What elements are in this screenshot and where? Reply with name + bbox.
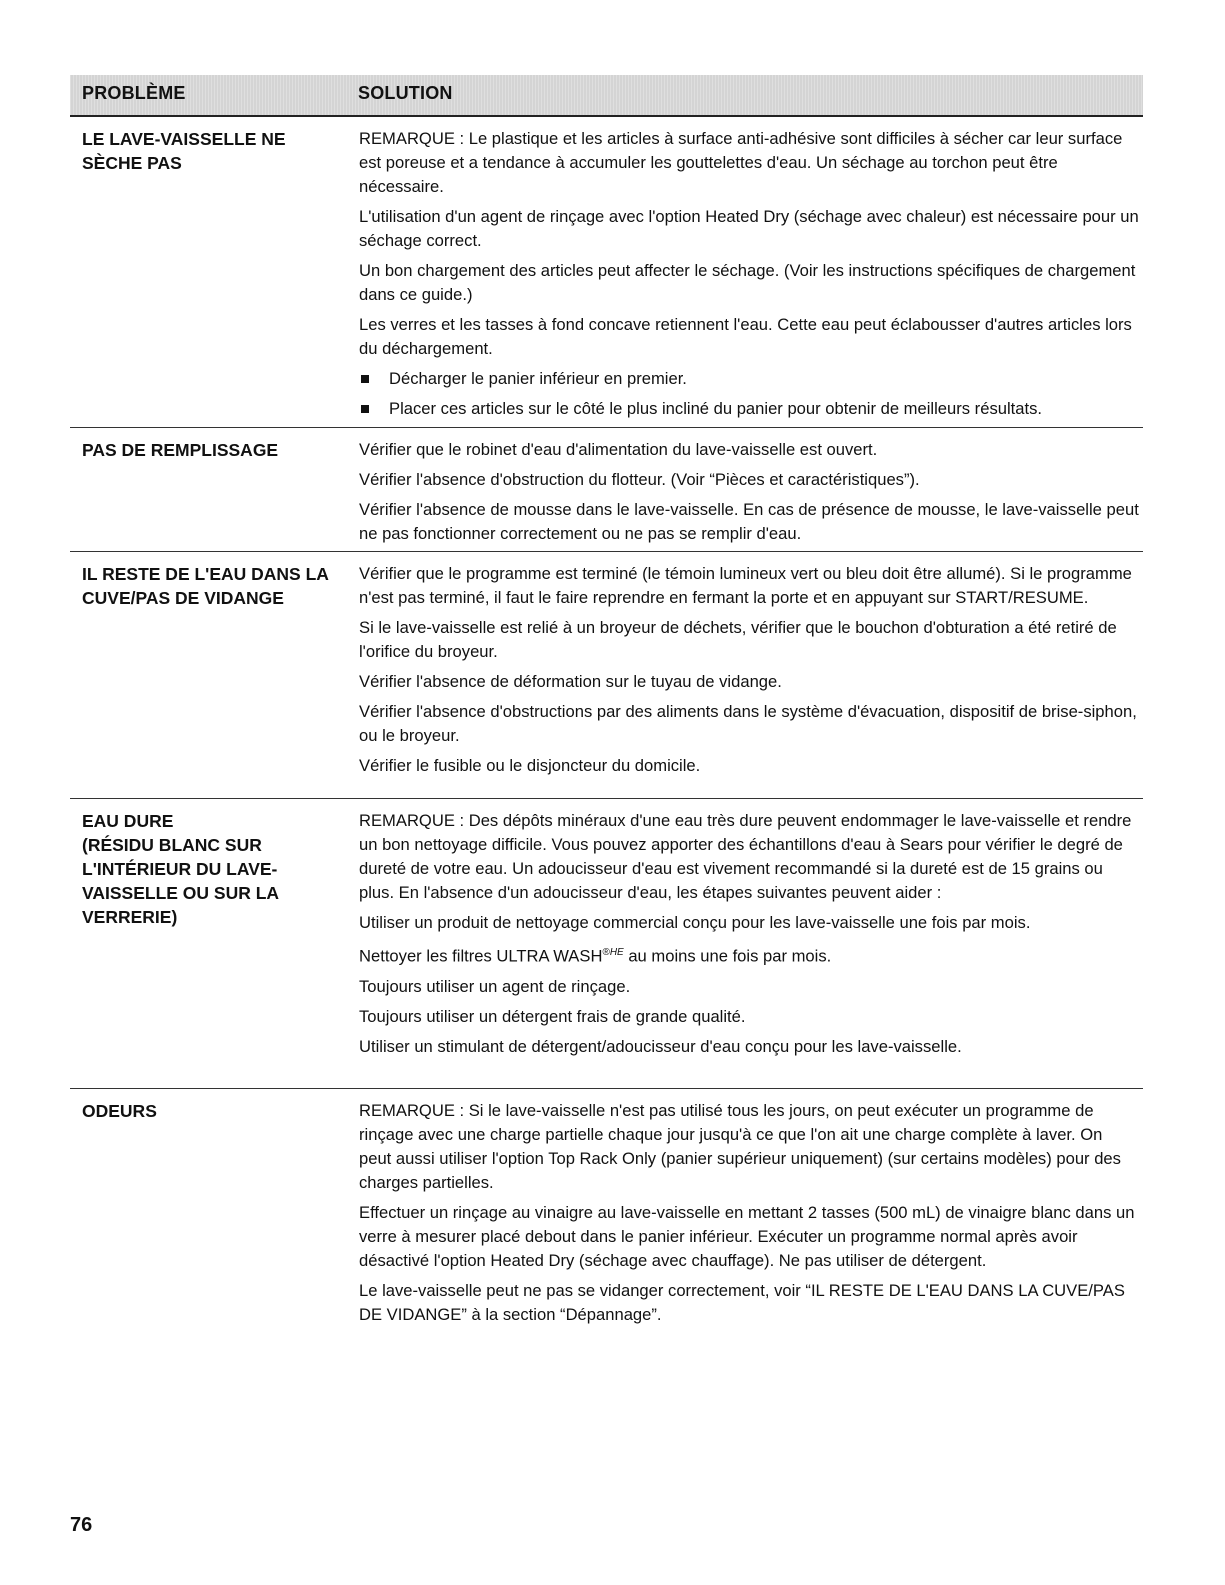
problem-line: VAISSELLE OU SUR LA — [82, 883, 280, 903]
solution-paragraph: Utiliser un stimulant de détergent/adoucisseur d'eau conçu pour les lave-vaisselle. — [359, 1036, 962, 1056]
solution-cell — [359, 438, 1139, 552]
problem-line: L'INTÉRIEUR DU LAVE- — [82, 859, 278, 879]
problem-line: IL RESTE DE L'EAU DANS LA — [82, 564, 329, 584]
ultra-wash-text-after: au moins une fois par mois. — [623, 946, 832, 966]
problem-line: PAS DE REMPLISSAGE — [82, 440, 279, 460]
problem-line: VERRERIE) — [82, 907, 178, 927]
page-number: 76 — [70, 1514, 93, 1536]
problem-line: ODEURS — [82, 1101, 157, 1121]
solution-paragraph: Vérifier le fusible ou le disjoncteur du domicile. — [359, 756, 701, 775]
solution-paragraph: Toujours utiliser un agent de rinçage. — [359, 976, 631, 996]
list-item — [359, 397, 1139, 421]
solution-paragraph — [359, 941, 1139, 969]
problem-cell — [82, 438, 344, 462]
solution-paragraph: REMARQUE : Le plastique et les articles à surface anti-adhésive sont difficiles à sécher car leur surface est poreuse et a tendance à accumuler les gouttelettes d'eau. Un séchage au torchon peut être nécessaire. — [359, 129, 1123, 196]
solution-paragraph: Si le lave-vaisselle est relié à un broyeur de déchets, vérifier que le bouchon d'obturation a été retiré de l'orifice du broyeur. — [359, 618, 1117, 661]
ultra-wash-text: Nettoyer les filtres ULTRA WASH — [359, 946, 603, 966]
solution-paragraph: Vérifier que le programme est terminé (le témoin lumineux vert ou bleu doit être allumé). Si le programme n'est pas terminé, il faut le faire reprendre en fermant la porte et en appuyant sur START/RESUME. — [359, 564, 1132, 607]
solution-paragraph: REMARQUE : Si le lave-vaisselle n'est pas utilisé tous les jours, on peut exécuter un programme de rinçage avec une charge partielle chaque jour jusqu'à ce que l'on ait une charge complète à laver. On peut aussi utiliser l'option Top Rack Only (panier supérieur uniquement) (sur certains modèles) pour des charges partielles. — [359, 1101, 1121, 1192]
problem-line: (RÉSIDU BLANC SUR — [82, 835, 262, 855]
problem-cell — [82, 1099, 344, 1123]
table-row — [70, 1088, 1143, 1368]
solution-cell — [359, 1099, 1139, 1333]
table-header — [70, 75, 1143, 117]
square-bullet-icon — [361, 405, 369, 413]
table-row — [70, 427, 1143, 549]
table-row — [70, 798, 1143, 1086]
problem-cell — [82, 127, 344, 175]
solution-paragraph: Utiliser un produit de nettoyage commercial conçu pour les lave-vaisselle une fois par mois. — [359, 913, 1031, 932]
square-bullet-icon — [361, 375, 369, 383]
solution-paragraph: Un bon chargement des articles peut affecter le séchage. (Voir les instructions spécifiques de chargement dans ce guide.) — [359, 261, 1136, 304]
solution-cell — [359, 809, 1139, 1065]
solution-cell — [359, 127, 1139, 427]
list-item-text: Placer ces articles sur le côté le plus incliné du panier pour obtenir de meilleurs résultats. — [389, 399, 1043, 418]
table-row — [70, 551, 1143, 796]
solution-paragraph: Vérifier l'absence de mousse dans le lave-vaisselle. En cas de présence de mousse, le lave-vaisselle peut ne pas fonctionner correctement ou ne pas se remplir d'eau. — [359, 500, 1139, 543]
solution-paragraph: Les verres et les tasses à fond concave retiennent l'eau. Cette eau peut éclabousser d'autres articles lors du déchargement. — [359, 315, 1132, 358]
problem-line: LE LAVE-VAISSELLE NE — [82, 129, 286, 149]
list-item — [359, 367, 1139, 391]
solution-paragraph: REMARQUE : Des dépôts minéraux d'une eau très dure peuvent endommager le lave-vaisselle et rendre un bon nettoyage difficile. Vous pouvez apporter des échantillons d'eau à Sears pour vérifier le degré de dureté de votre eau. Un adoucisseur d'eau est vivement recommandé si la dureté est de 15 grains ou plus. En l'absence d'un adoucisseur d'eau, les étapes suivantes peuvent aider : — [359, 811, 1132, 902]
solution-paragraph: L'utilisation d'un agent de rinçage avec l'option Heated Dry (séchage avec chaleur) est nécessaire pour un séchage correct. — [359, 207, 1139, 250]
list-item-text: Décharger le panier inférieur en premier. — [389, 369, 687, 388]
problem-column-header: PROBLÈME — [82, 83, 186, 103]
registered-mark: ® — [602, 947, 610, 958]
solution-paragraph: Vérifier l'absence d'obstructions par des aliments dans le système d'évacuation, dispositif de brise-siphon, ou le broyeur. — [359, 702, 1137, 745]
problem-cell — [82, 562, 344, 610]
table-row — [70, 117, 1143, 425]
problem-cell — [82, 809, 344, 929]
he-superscript: HE — [609, 947, 624, 958]
solution-paragraph: Effectuer un rinçage au vinaigre au lave-vaisselle en mettant 2 tasses (500 mL) de vinaigre blanc dans un verre à mesurer placé debout dans le panier inférieur. Exécuter un programme normal après avoir désactivé l'option Heated Dry (séchage avec chauffage). Ne pas utiliser de détergent. — [359, 1203, 1135, 1270]
bullet-list — [359, 367, 1139, 421]
solution-paragraph: Toujours utiliser un détergent frais de grande qualité. — [359, 1006, 746, 1026]
solution-paragraph: Vérifier l'absence d'obstruction du flotteur. (Voir “Pièces et caractéristiques”). — [359, 470, 920, 489]
solution-paragraph: Vérifier que le robinet d'eau d'alimentation du lave-vaisselle est ouvert. — [359, 440, 878, 459]
problem-line: CUVE/PAS DE VIDANGE — [82, 588, 284, 608]
problem-line: EAU DURE — [82, 811, 174, 831]
problem-line: SÈCHE PAS — [82, 153, 182, 173]
solution-paragraph: Le lave-vaisselle peut ne pas se vidanger correctement, voir “IL RESTE DE L'EAU DANS LA CUVE/PAS DE VIDANGE” à la section “Dépannage”. — [359, 1281, 1125, 1324]
solution-column-header: SOLUTION — [358, 83, 453, 103]
solution-cell — [359, 562, 1139, 784]
solution-paragraph: Vérifier l'absence de déformation sur le tuyau de vidange. — [359, 672, 782, 691]
